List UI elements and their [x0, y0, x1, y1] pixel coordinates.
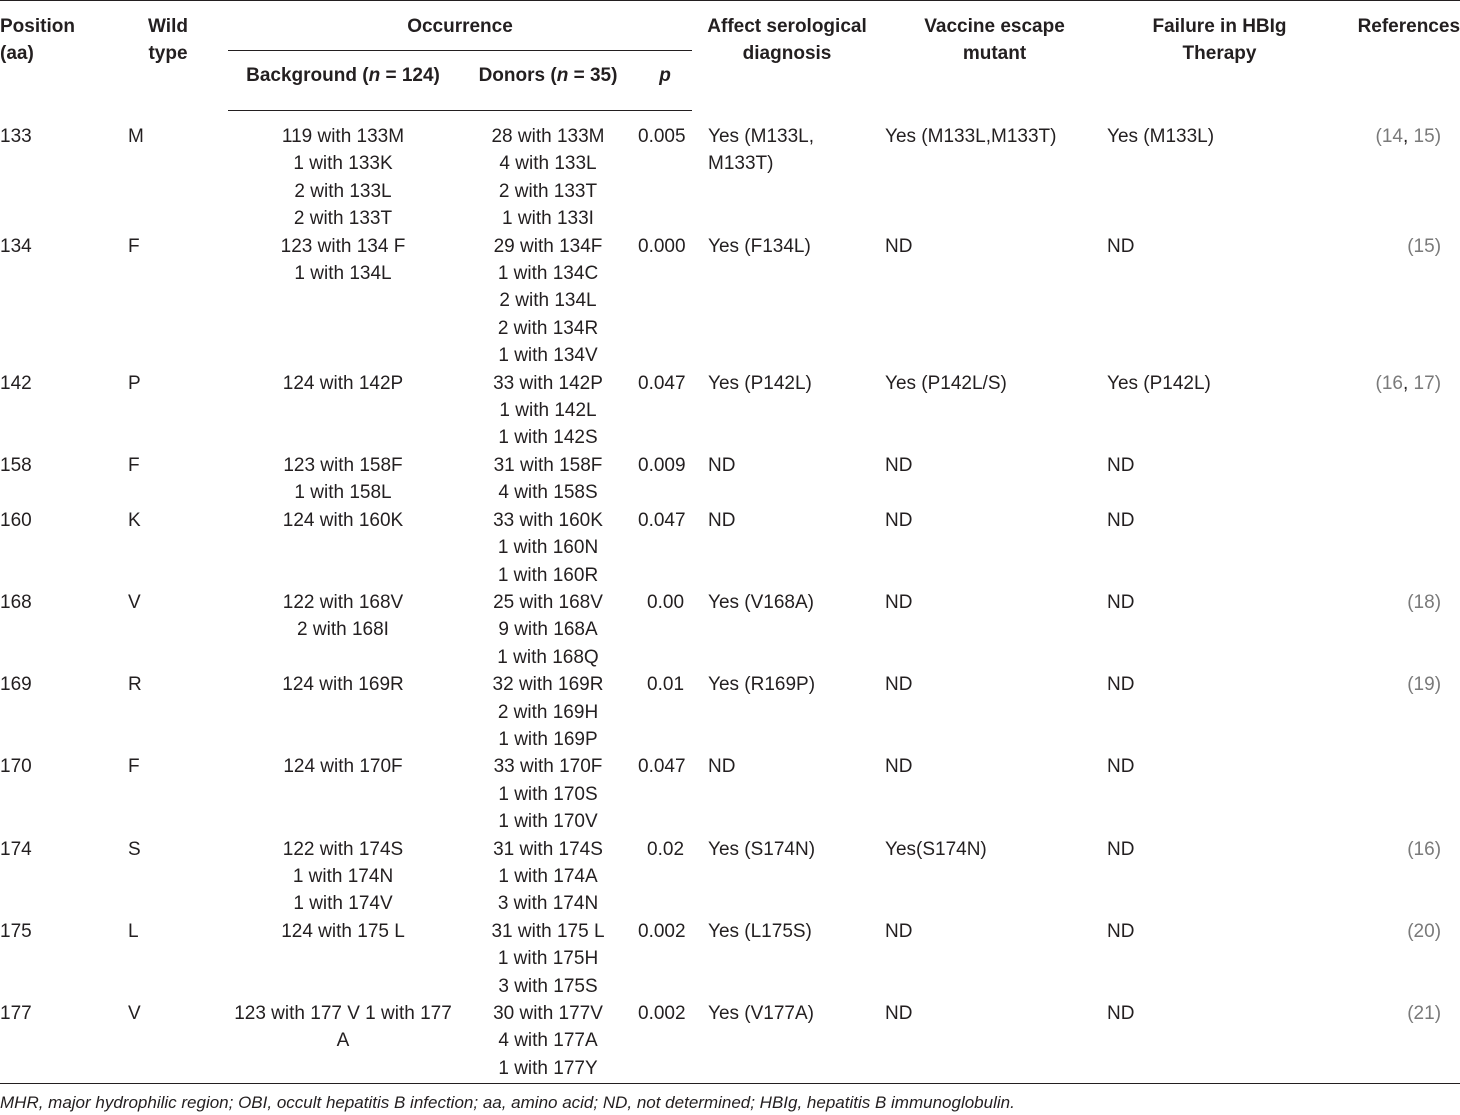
- cell-affect-serological: [692, 233, 882, 370]
- cell-donors-line: 2 with 133T: [498, 180, 598, 202]
- reference-link[interactable]: 15: [1413, 125, 1435, 147]
- cell-vaccine-escape: ND: [885, 1003, 913, 1024]
- cell-affect-serological-line: Yes (R169P): [708, 674, 816, 696]
- cell-p-value: 0.047: [638, 372, 686, 394]
- cell-position: 170: [0, 756, 32, 778]
- cell-donors-line: 1 with 134C: [497, 263, 599, 285]
- cell-donors-line: 1 with 168Q: [497, 646, 599, 668]
- cell-p-value: 0.005: [638, 126, 686, 147]
- cell-donors-line: 31 with 158F: [493, 454, 603, 476]
- cell-donors-line: 4 with 177A: [498, 1030, 598, 1052]
- cell-background: [228, 836, 458, 918]
- cell-donors: [458, 233, 638, 370]
- cell-p-value: 0.002: [638, 1003, 686, 1024]
- cell-background-line: 1 with 174V: [293, 893, 393, 915]
- cell-affect-serological-line: Yes (M133L,: [708, 125, 814, 147]
- cell-background-line: 124 with 169R: [282, 674, 404, 696]
- cell-affect-serological: [692, 918, 882, 1000]
- header-affect-serological: Affect serological diagnosis: [707, 16, 867, 64]
- table-row: [0, 753, 1460, 835]
- header-position: Position (aa): [0, 16, 75, 64]
- cell-position: 158: [0, 454, 32, 476]
- cell-vaccine-escape: ND: [885, 509, 913, 531]
- cell-references: (21): [1407, 1003, 1442, 1024]
- table-body: [0, 111, 1460, 1083]
- cell-donors-line: 1 with 174A: [498, 865, 598, 887]
- cell-donors-line: 1 with 134V: [498, 345, 598, 367]
- cell-wild-type: F: [128, 235, 140, 257]
- cell-affect-serological-line: Yes (V168A): [708, 591, 814, 613]
- cell-p-value: 0.009: [638, 454, 686, 476]
- cell-background-line: 1 with 134L: [294, 263, 392, 285]
- cell-p-value: 0.01: [647, 674, 685, 696]
- cell-p-value: 0.047: [638, 756, 686, 778]
- table-row: [0, 836, 1460, 918]
- cell-donors-line: 25 with 168V: [493, 591, 603, 613]
- cell-background-line: 123 with 177 V 1 with 177: [234, 1003, 452, 1024]
- cell-background-line: 123 with 134 F: [280, 235, 406, 257]
- reference-link[interactable]: 15: [1413, 235, 1435, 257]
- cell-background: [228, 370, 458, 452]
- cell-hbig-failure: ND: [1107, 674, 1135, 696]
- cell-affect-serological-line: ND: [708, 756, 736, 778]
- cell-donors-line: 1 with 142L: [499, 400, 597, 422]
- cell-donors-line: 1 with 170S: [498, 783, 598, 805]
- cell-affect-serological-line: ND: [708, 509, 736, 531]
- reference-link[interactable]: 16: [1413, 838, 1435, 860]
- cell-hbig-failure: Yes (P142L): [1107, 372, 1211, 394]
- cell-vaccine-escape: ND: [885, 674, 913, 696]
- cell-position: 134: [0, 235, 32, 257]
- cell-vaccine-escape: ND: [885, 454, 913, 476]
- reference-link[interactable]: 20: [1413, 920, 1435, 942]
- cell-references: (20): [1407, 920, 1442, 942]
- cell-donors: [458, 452, 638, 507]
- table-row: [0, 507, 1460, 589]
- cell-affect-serological: [692, 111, 882, 233]
- cell-hbig-failure: ND: [1107, 509, 1135, 531]
- cell-wild-type: K: [128, 509, 141, 531]
- cell-donors: [458, 507, 638, 589]
- reference-link[interactable]: 19: [1413, 674, 1435, 696]
- cell-references: [1332, 507, 1460, 589]
- header-hbig-failure: Failure in HBIg Therapy: [1152, 16, 1287, 64]
- cell-affect-serological-line: Yes (P142L): [708, 372, 812, 394]
- table-bottom-rule: [0, 1083, 1460, 1084]
- header-donors: Donors (n = 35): [458, 51, 638, 111]
- cell-donors-line: 33 with 170F: [493, 756, 603, 778]
- cell-donors-line: 2 with 134L: [499, 290, 597, 312]
- cell-wild-type: V: [128, 591, 141, 613]
- cell-background-line: 124 with 160K: [282, 509, 404, 531]
- cell-references: (15): [1407, 235, 1442, 257]
- cell-hbig-failure: ND: [1107, 920, 1135, 942]
- table-row: [0, 452, 1460, 507]
- header-background: Background (n = 124): [228, 51, 458, 111]
- cell-affect-serological-line: Yes (F134L): [708, 235, 811, 257]
- cell-vaccine-escape: Yes (P142L/S): [885, 372, 1007, 394]
- cell-donors-line: 28 with 133M: [491, 126, 605, 147]
- cell-donors-line: 1 with 170V: [498, 811, 598, 833]
- cell-position: 168: [0, 591, 32, 613]
- cell-background-line: 122 with 168V: [282, 591, 404, 613]
- cell-background-line: 2 with 133T: [293, 208, 393, 230]
- header-vaccine-escape: Vaccine escape mutant: [924, 16, 1065, 64]
- cell-references: (14, 15): [1375, 125, 1442, 147]
- cell-hbig-failure: ND: [1107, 838, 1135, 860]
- cell-hbig-failure: ND: [1107, 756, 1135, 778]
- cell-position: 160: [0, 509, 32, 531]
- cell-vaccine-escape: ND: [885, 920, 913, 942]
- cell-background-line: 119 with 133M: [281, 126, 405, 147]
- cell-vaccine-escape: ND: [885, 235, 913, 257]
- cell-vaccine-escape: ND: [885, 756, 913, 778]
- header-p-value: p: [638, 51, 692, 111]
- cell-position: 142: [0, 372, 32, 394]
- header-references: References: [1357, 16, 1460, 37]
- cell-wild-type: L: [128, 920, 139, 942]
- cell-hbig-failure: ND: [1107, 454, 1135, 476]
- cell-background-line: 2 with 133L: [294, 180, 392, 202]
- table-footnote: MHR, major hydrophilic region; OBI, occult hepatitis B infection; aa, amino acid; ND, not determined; HBIg, hepatitis B immunoglobulin.: [0, 1093, 1015, 1112]
- cell-donors-line: 33 with 160K: [493, 509, 603, 531]
- cell-background-line: 123 with 158F: [283, 454, 403, 476]
- cell-vaccine-escape: ND: [885, 591, 913, 613]
- cell-donors-line: 31 with 174S: [493, 838, 603, 860]
- cell-affect-serological-line: Yes (V177A): [708, 1003, 814, 1024]
- header-wild-type: Wild type: [148, 16, 188, 64]
- cell-p-value: 0.00: [647, 591, 685, 613]
- cell-background: [228, 452, 458, 507]
- cell-donors-line: 2 with 169H: [497, 701, 599, 723]
- cell-p-value: 0.002: [638, 920, 686, 942]
- cell-donors: [458, 753, 638, 835]
- cell-donors: [458, 1000, 638, 1082]
- cell-position: 177: [0, 1003, 32, 1024]
- cell-hbig-failure: ND: [1107, 591, 1135, 613]
- cell-background-line: 122 with 174S: [282, 838, 404, 860]
- cell-affect-serological: [692, 671, 882, 753]
- cell-hbig-failure: Yes (M133L): [1107, 125, 1215, 147]
- cell-affect-serological-line: M133T): [708, 152, 774, 174]
- cell-affect-serological-line: ND: [708, 454, 736, 476]
- cell-wild-type: P: [128, 372, 141, 394]
- cell-background: [228, 589, 458, 671]
- table-row: [0, 111, 1460, 233]
- cell-affect-serological: [692, 1000, 882, 1082]
- cell-affect-serological-line: Yes (S174N): [708, 838, 816, 860]
- cell-donors-line: 1 with 142S: [498, 427, 598, 449]
- cell-donors-line: 33 with 142P: [493, 372, 603, 394]
- cell-donors-line: 3 with 174N: [497, 893, 599, 915]
- cell-donors: [458, 918, 638, 1000]
- cell-background: [228, 671, 458, 753]
- cell-donors: [458, 370, 638, 452]
- cell-hbig-failure: ND: [1107, 235, 1135, 257]
- cell-p-value: 0.047: [638, 509, 686, 531]
- cell-donors-line: 9 with 168A: [498, 619, 598, 641]
- cell-p-value: 0.02: [647, 838, 685, 860]
- cell-wild-type: F: [128, 454, 140, 476]
- cell-background-line: 1 with 133K: [293, 153, 393, 175]
- cell-background-line: 2 with 168I: [297, 619, 389, 641]
- cell-donors-line: 1 with 160N: [497, 537, 599, 559]
- reference-link[interactable]: 14: [1381, 125, 1403, 147]
- reference-link[interactable]: 17: [1413, 372, 1435, 394]
- cell-position: 174: [0, 838, 32, 860]
- header-occurrence: Occurrence: [407, 16, 513, 37]
- cell-donors-line: 1 with 160R: [497, 564, 599, 586]
- cell-donors-line: 1 with 133I: [502, 208, 594, 230]
- cell-wild-type: S: [128, 838, 141, 860]
- cell-wild-type: M: [128, 125, 144, 147]
- cell-p-value: 0.000: [638, 235, 686, 257]
- cell-references: (16): [1407, 838, 1442, 860]
- cell-affect-serological: [692, 753, 882, 835]
- cell-background: [228, 753, 458, 835]
- table-row: [0, 1000, 1460, 1082]
- cell-hbig-failure: ND: [1107, 1003, 1135, 1024]
- table-row: [0, 233, 1460, 370]
- cell-donors-line: 31 with 175 L: [491, 920, 605, 942]
- cell-background-line: 124 with 142P: [282, 372, 404, 394]
- cell-background-line: 124 with 175 L: [281, 920, 405, 942]
- cell-donors-line: 29 with 134F: [493, 235, 603, 257]
- cell-affect-serological-line: Yes (L175S): [708, 920, 812, 942]
- cell-donors: [458, 836, 638, 918]
- reference-link[interactable]: 16: [1381, 372, 1403, 394]
- cell-wild-type: R: [128, 674, 142, 696]
- cell-donors-line: 4 with 158S: [498, 482, 598, 504]
- cell-affect-serological: [692, 452, 882, 507]
- cell-vaccine-escape: Yes (M133L,M133T): [885, 125, 1057, 147]
- cell-donors-line: 2 with 134R: [497, 317, 599, 339]
- cell-donors-line: 1 with 177Y: [498, 1057, 598, 1079]
- mutation-table: [0, 1, 1460, 1082]
- cell-donors-line: 32 with 169R: [492, 674, 604, 696]
- reference-link[interactable]: 18: [1413, 591, 1435, 613]
- cell-donors: [458, 589, 638, 671]
- table-row: [0, 918, 1460, 1000]
- cell-donors: [458, 671, 638, 753]
- cell-position: 133: [0, 125, 32, 147]
- cell-background: [228, 233, 458, 370]
- cell-affect-serological: [692, 370, 882, 452]
- cell-references: (16, 17): [1375, 372, 1442, 394]
- cell-references: (18): [1407, 591, 1442, 613]
- cell-references: [1332, 753, 1460, 835]
- cell-wild-type: V: [128, 1003, 141, 1024]
- cell-position: 175: [0, 920, 32, 942]
- cell-donors: [458, 111, 638, 233]
- cell-affect-serological: [692, 836, 882, 918]
- table-header: [0, 1, 1460, 111]
- cell-affect-serological: [692, 507, 882, 589]
- cell-donors-line: 1 with 169P: [498, 728, 598, 750]
- cell-vaccine-escape: Yes(S174N): [885, 838, 987, 860]
- cell-background-line: 1 with 158L: [294, 482, 392, 504]
- cell-background-line: 124 with 170F: [283, 756, 403, 778]
- reference-link[interactable]: 21: [1413, 1003, 1435, 1024]
- cell-background: [228, 507, 458, 589]
- cell-background: [228, 1000, 458, 1082]
- table-row: [0, 370, 1460, 452]
- cell-wild-type: F: [128, 756, 140, 778]
- cell-donors-line: 3 with 175S: [498, 975, 598, 997]
- cell-background-line: 1 with 174N: [292, 865, 394, 887]
- cell-donors-line: 30 with 177V: [493, 1003, 603, 1024]
- cell-background: [228, 918, 458, 1000]
- cell-references: [1332, 452, 1460, 507]
- cell-position: 169: [0, 674, 32, 696]
- cell-donors-line: 4 with 133L: [499, 153, 597, 175]
- cell-background: [228, 111, 458, 233]
- table-row: [0, 671, 1460, 753]
- cell-affect-serological: [692, 589, 882, 671]
- table-row: [0, 589, 1460, 671]
- cell-donors-line: 1 with 175H: [497, 948, 599, 970]
- cell-background-line: A: [336, 1030, 350, 1052]
- cell-references: (19): [1407, 674, 1442, 696]
